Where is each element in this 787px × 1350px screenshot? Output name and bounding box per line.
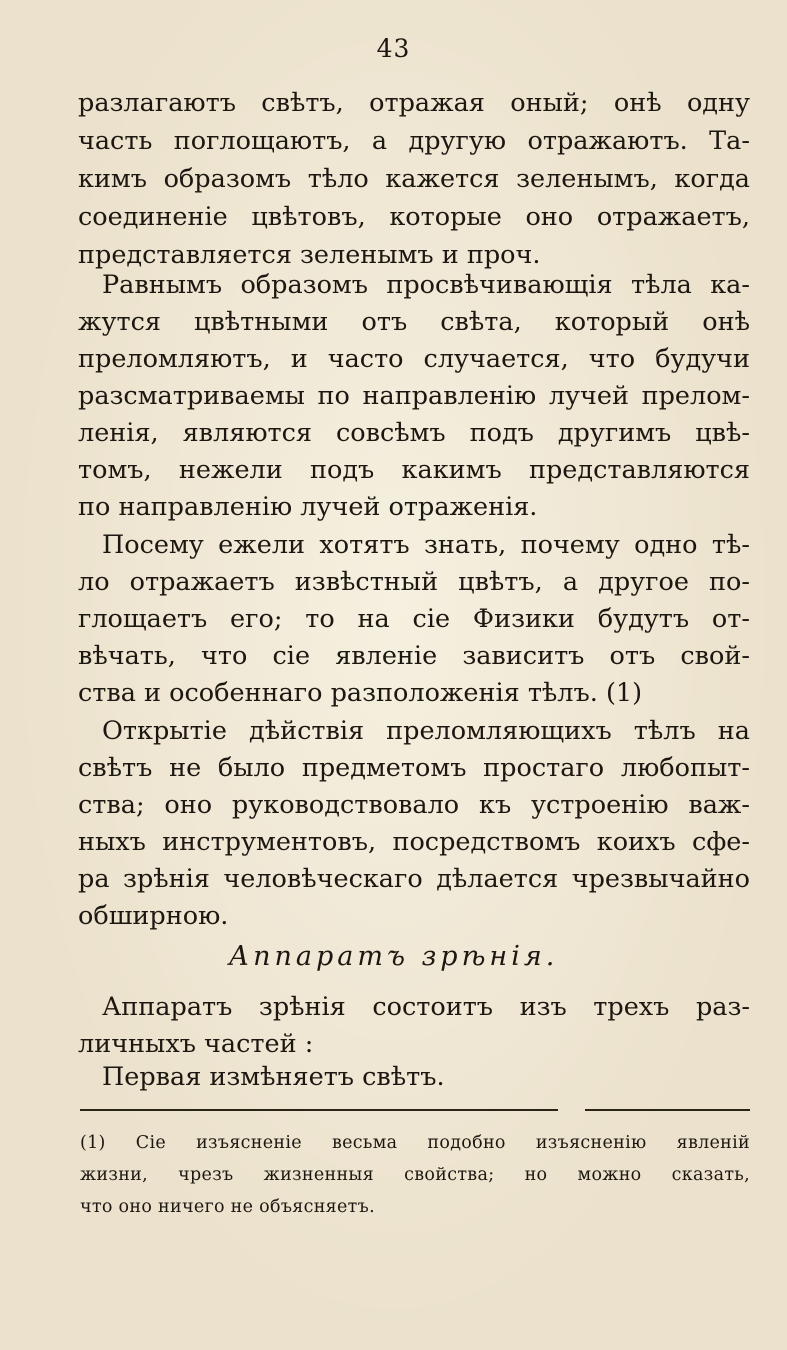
text-line: обширною. — [78, 901, 229, 931]
footnote-divider — [585, 1109, 750, 1111]
text-line: ра зрѣнiя человѣческаго дѣлается чрезвычайно — [78, 864, 750, 894]
text-line: ныхъ инструментовъ, посредствомъ коихъ сфе- — [78, 827, 750, 857]
text-line: кимъ образомъ тѣло кажется зеленымъ, когда — [78, 164, 750, 194]
text-line: часть поглощаютъ, а другую отражаютъ. Та- — [78, 126, 750, 156]
text-line: вѣчать, что сiе явленiе зависитъ отъ свой- — [78, 641, 750, 671]
text-line: разлагаютъ свѣтъ, отражая оный; онѣ одну — [78, 88, 750, 118]
text-line: по направленiю лучей отраженiя. — [78, 492, 538, 522]
text-line: ства; оно руководствовало къ устроенiю важ- — [78, 790, 750, 820]
text-line: Аппаратъ зрѣнiя состоитъ изъ трехъ раз- — [102, 992, 750, 1022]
page-number: 43 — [376, 34, 411, 63]
footnote-line: (1) Сiе изъясненiе весьма подобно изъясненiю явленiй — [80, 1133, 750, 1153]
text-line: ства и особеннаго разположенiя тѣлъ. (1) — [78, 678, 643, 708]
text-line: ленiя, являются совсѣмъ подъ другимъ цвѣ- — [78, 418, 750, 448]
text-line: Равнымъ образомъ просвѣчивающiя тѣла ка- — [102, 270, 750, 300]
text-line: личныхъ частей : — [78, 1029, 314, 1059]
text-line: Посему ежели хотятъ знать, почему одно тѣ- — [102, 530, 750, 560]
text-line: томъ, нежели подъ какимъ представляются — [78, 455, 750, 485]
footnote-line: жизни, чрезъ жизненныя свойства; но можно сказать, — [80, 1165, 750, 1185]
footnote-divider — [80, 1109, 558, 1111]
text-line: глощаетъ его; то на сiе Физики будутъ от- — [78, 604, 750, 634]
text-line: соединенiе цвѣтовъ, которые оно отражаетъ, — [78, 202, 750, 232]
text-line: Открытiе дѣйствiя преломляющихъ тѣлъ на — [102, 716, 750, 746]
text-line: свѣтъ не было предметомъ простаго любопыт- — [78, 753, 750, 783]
text-line: представляется зеленымъ и проч. — [78, 240, 541, 270]
text-line: преломляютъ, и часто случается, что будучи — [78, 344, 750, 374]
section-heading: Аппаратъ зрѣнiя. — [228, 941, 559, 972]
text-line: ло отражаетъ извѣстный цвѣтъ, а другое по- — [78, 567, 750, 597]
text-line: жутся цвѣтными отъ свѣта, который онѣ — [78, 307, 750, 337]
text-line: Первая измѣняетъ свѣтъ. — [102, 1062, 445, 1092]
footnote-line: что оно ничего не объясняетъ. — [80, 1197, 375, 1217]
text-line: разсматриваемы по направленiю лучей прелом- — [78, 381, 750, 411]
